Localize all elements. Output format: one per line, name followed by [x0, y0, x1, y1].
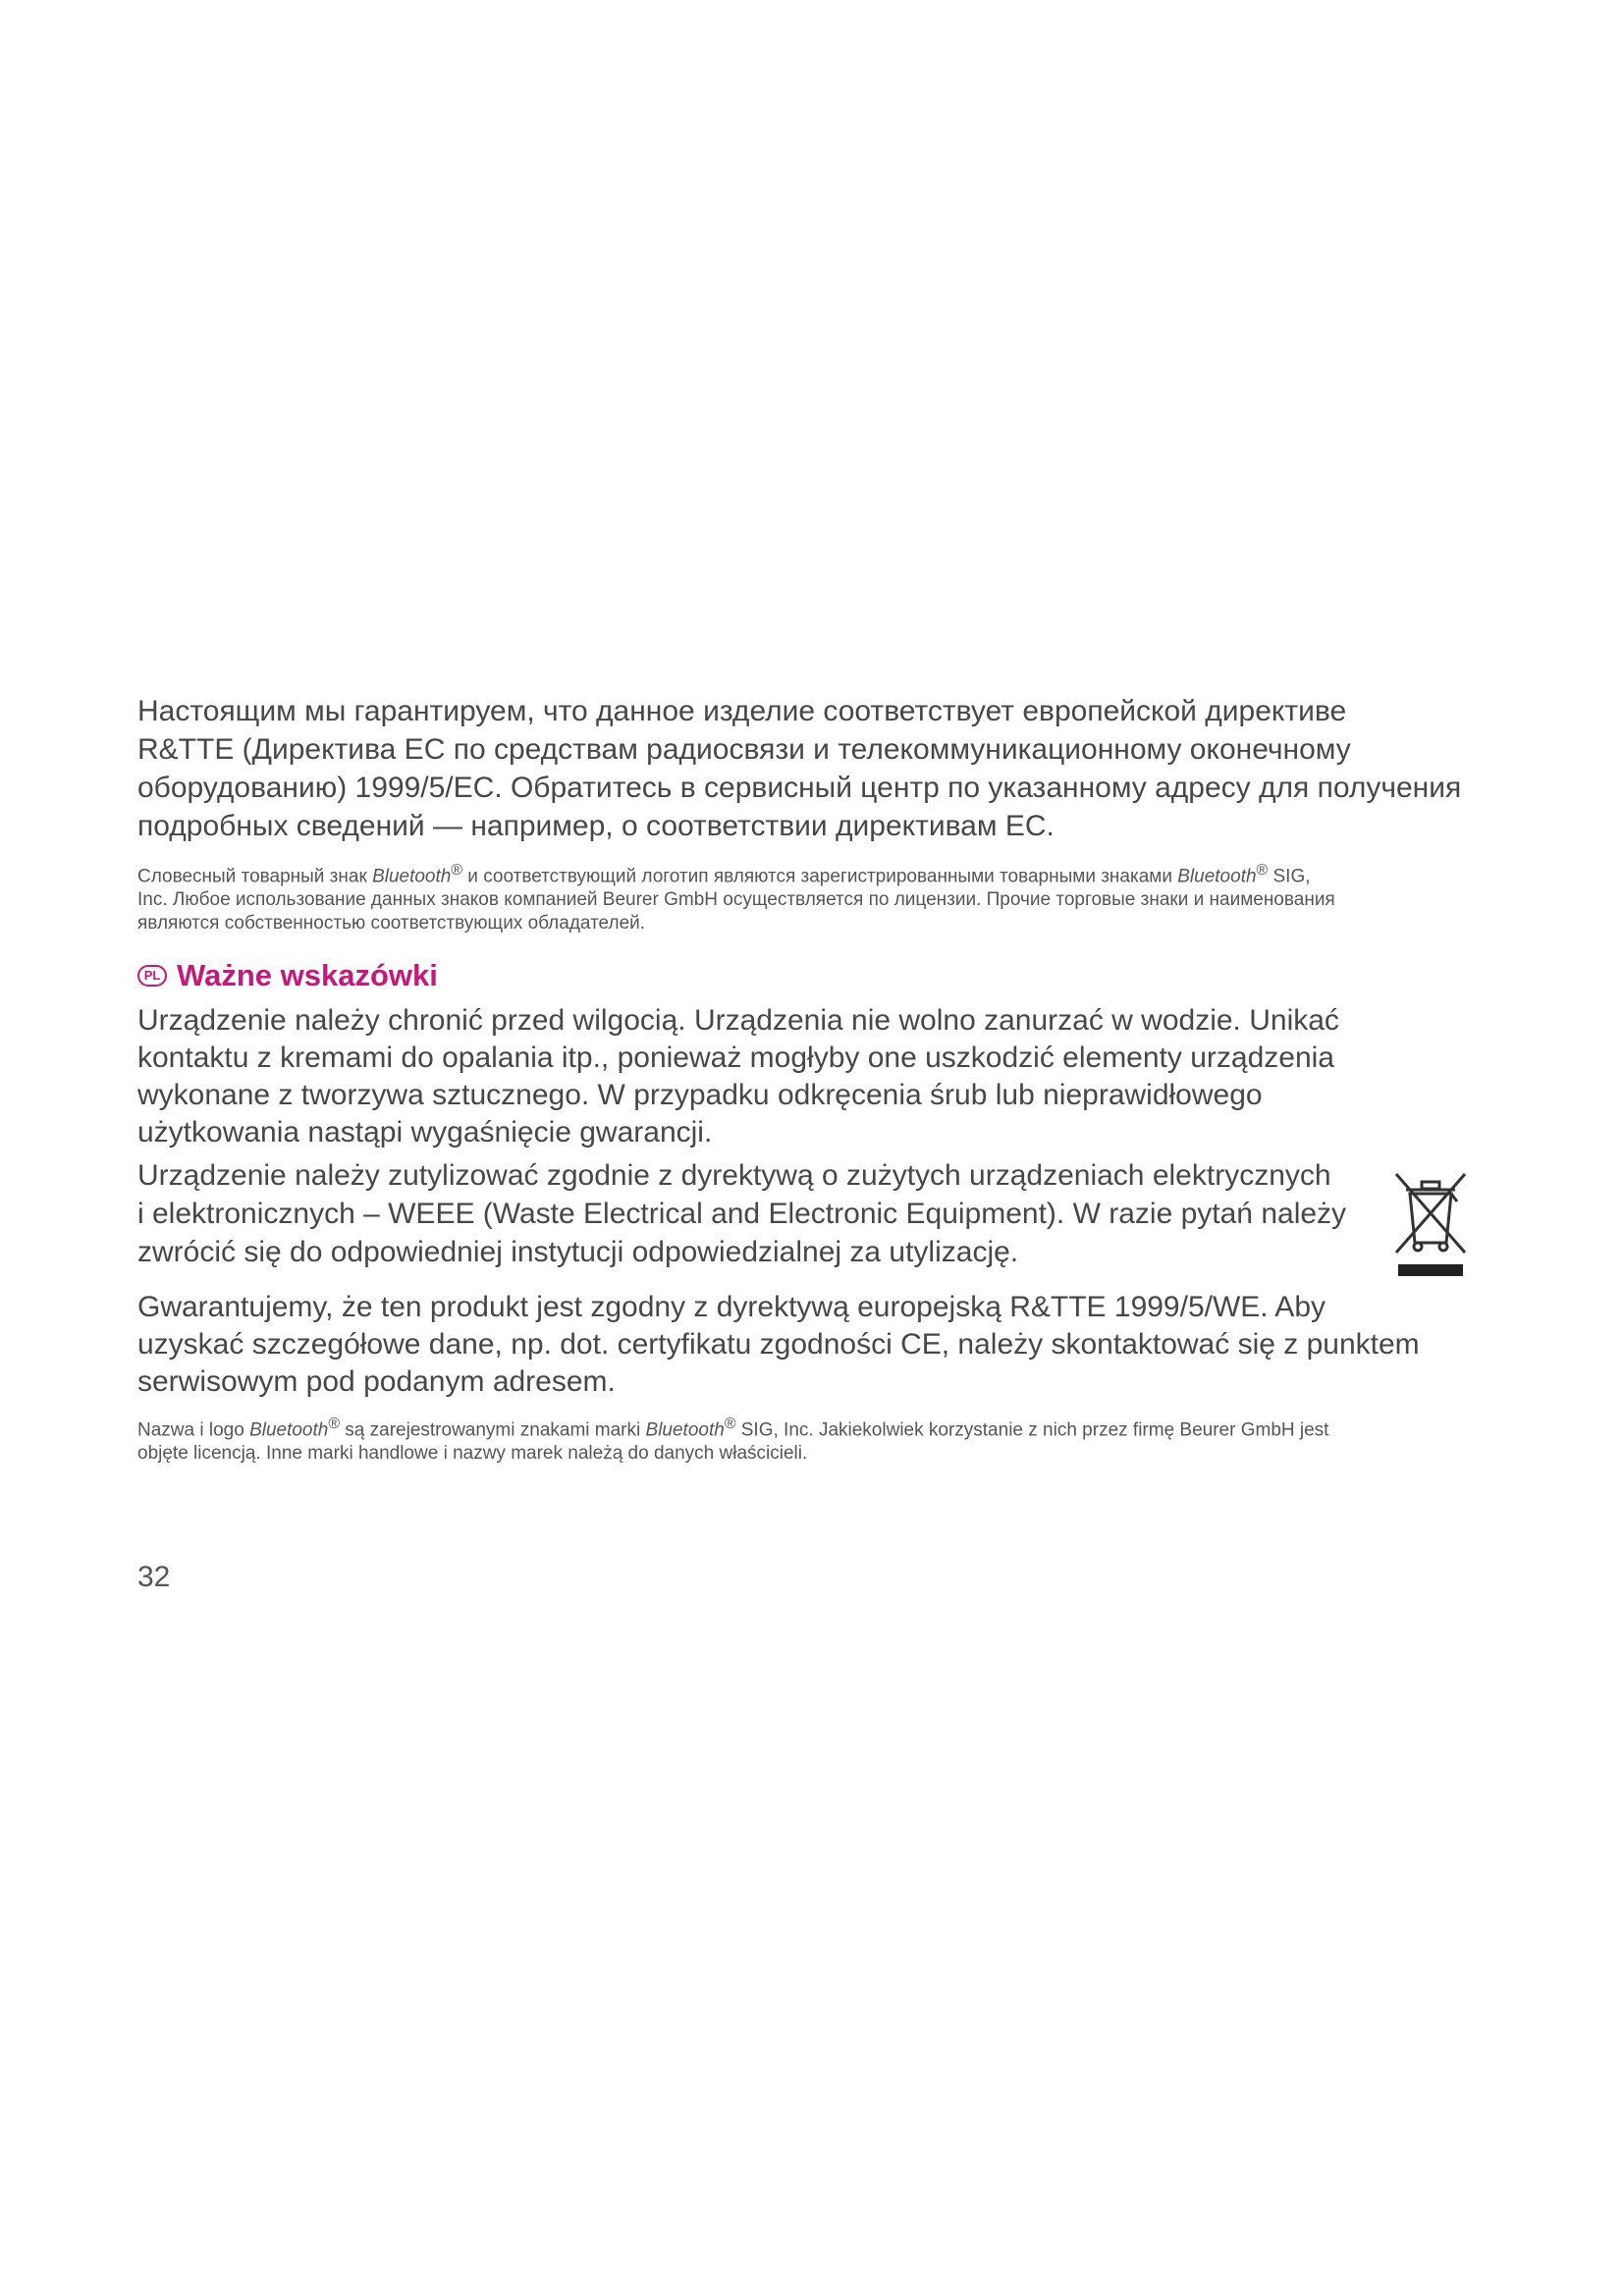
bluetooth-brand: Bluetooth — [1177, 866, 1257, 887]
pl-weee-line: i elektronicznych – WEEE (Waste Electrical and Electronic Equipment). W razie pytań należy — [137, 1198, 1347, 1230]
ru-trademark-line: являются собственностью соответствующих обладателей. — [137, 913, 646, 934]
ru-trademark-note — [137, 859, 1335, 935]
bluetooth-brand: Bluetooth — [645, 1419, 725, 1441]
pl-guarantee-line: Gwarantujemy, że ten produkt jest zgodny z dyrektywą europejską R&TTE 1999/5/WE. Aby — [137, 1291, 1326, 1323]
pl-guarantee-line: uzyskać szczegółowe dane, np. dot. certyfikatu zgodności CE, należy skontaktować się z punktem — [137, 1328, 1420, 1361]
crossed-out-wheelie-bin-icon — [1392, 1168, 1469, 1278]
pl-weee-text — [137, 1156, 1346, 1271]
pl-guarantee-line: serwisowym pod podanym adresem. — [137, 1365, 616, 1398]
ru-trademark-line: Словесный товарный знак Bluetooth® и соответствующий логотип являются зарегистрированными товарными знаками Bluetooth® SIG, — [137, 862, 1311, 887]
pl-warning-line: Urządzenie należy chronić przed wilgocią. Urządzenia nie wolno zanurzać w wodzie. Unikać — [137, 1004, 1339, 1037]
pl-language-badge: PL — [137, 965, 167, 987]
pl-section-heading — [137, 958, 438, 993]
page-number: 32 — [137, 1561, 171, 1593]
bluetooth-brand: Bluetooth — [372, 866, 452, 887]
pl-trademark-line: objęte licencją. Inne marki handlowe i nazwy marek należą do danych właścicieli. — [137, 1443, 808, 1465]
ru-trademark-line: Inc. Любое использование данных знаков компанией Beurer GmbH осуществляется по лицензии. Прочие торговые знаки и наименования — [137, 889, 1335, 911]
pl-warning-line: wykonane z tworzywa sztucznego. W przypadku odkręcenia śrub lub nieprawidłowego — [137, 1079, 1263, 1111]
bluetooth-brand: Bluetooth — [249, 1419, 329, 1441]
ru-declaration-line: оборудованию) 1999/5/EC. Обратитесь в сервисный центр по указанному адресу для получения — [137, 772, 1462, 804]
registered-mark: ® — [328, 1415, 341, 1432]
pl-trademark-note — [137, 1413, 1328, 1466]
ru-declaration-line: R&TTE (Директива ЕС по средствам радиосвязи и телекоммуникационному оконечному — [137, 733, 1351, 766]
pl-warning-line: kontaktu z kremami do opalania itp., ponieważ mogłyby one uszkodzić elementy urządzenia — [137, 1041, 1334, 1074]
pl-section-title: Ważne wskazówki — [177, 958, 438, 992]
registered-mark: ® — [1256, 862, 1269, 879]
ru-declaration-text — [137, 692, 1461, 845]
ru-declaration-line: Настоящим мы гарантируем, что данное изделие соответствует европейской директиве — [137, 695, 1347, 727]
ru-declaration-line: подробных сведений — например, о соответствии директивам ЕС. — [137, 810, 1055, 842]
pl-guarantee-text — [137, 1289, 1420, 1401]
registered-mark: ® — [451, 862, 463, 879]
registered-mark: ® — [724, 1415, 736, 1432]
pl-trademark-line: Nazwa i logo Bluetooth® są zarejestrowanymi znakami marki Bluetooth® SIG, Inc. Jakiekolwiek korzystanie z nich przez firmę Beurer GmbH jest — [137, 1415, 1329, 1441]
pl-weee-line: zwrócić się do odpowiedniej instytucji odpowiedzialnej za utylizację. — [137, 1236, 1019, 1268]
pl-weee-line: Urządzenie należy zutylizować zgodnie z dyrektywą o zużytych urządzeniach elektrycznych — [137, 1159, 1331, 1192]
pl-warnings-text — [137, 1002, 1339, 1151]
pl-warning-line: użytkowania nastąpi wygaśnięcie gwarancji. — [137, 1116, 713, 1148]
